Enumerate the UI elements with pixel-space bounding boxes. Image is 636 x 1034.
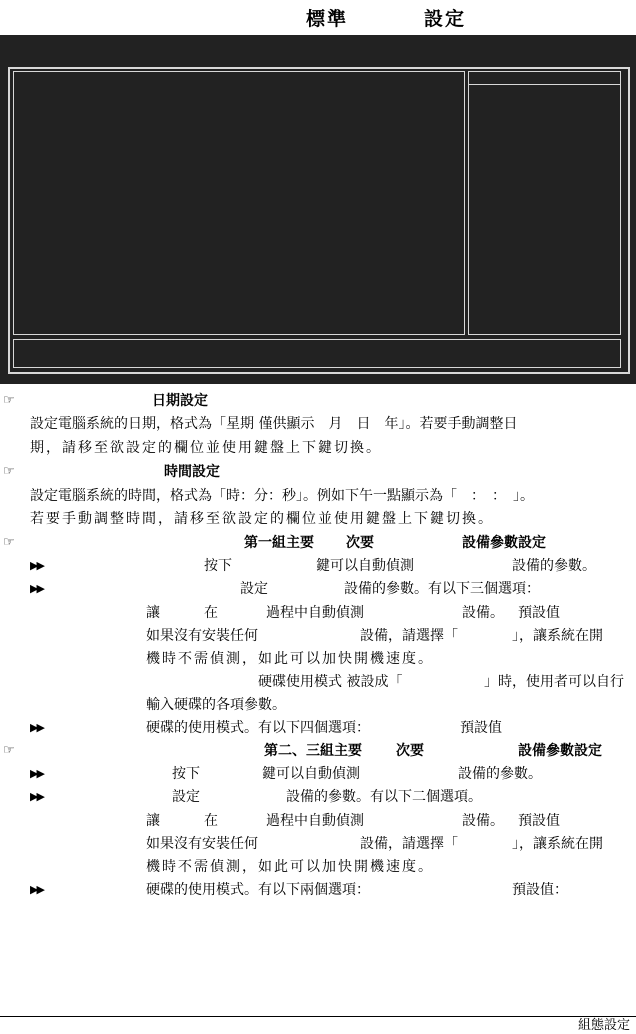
option-text: 設備，請選擇「	[360, 628, 458, 644]
item-text: 設備的參數。	[512, 558, 596, 574]
option-text: 輸入硬碟的各項參數。	[146, 697, 286, 713]
option-text: 設備。	[462, 813, 504, 829]
item-text: 設備的參數。	[458, 766, 542, 782]
section-heading-device-params: 設備參數設定	[462, 535, 546, 551]
footer-divider	[0, 1016, 636, 1017]
paragraph-line: 設定電腦系統的日期，格式為「星期 僅供顯示 月 日 年」。若要手動調整日	[30, 416, 518, 432]
title-part-standard: 標準	[306, 8, 349, 30]
double-arrow-icon: ▶▶	[30, 767, 43, 780]
bios-footer-panel	[13, 339, 621, 368]
page-title	[0, 0, 636, 34]
option-text: 讓	[146, 813, 160, 829]
item-text: 設定	[172, 789, 200, 805]
double-arrow-icon: ▶▶	[30, 559, 43, 572]
section-heading-slave: 次要	[346, 535, 374, 551]
item-text: 按下	[204, 558, 232, 574]
item-text: 設備的參數。有以下二個選項。	[286, 789, 482, 805]
item-text: 硬碟的使用模式。有以下四個選項：	[146, 720, 370, 736]
option-text: 過程中自動偵測	[266, 813, 364, 829]
item-text: 預設值：	[512, 882, 568, 898]
hand-pointer-icon: ☞	[3, 464, 15, 479]
option-text: 預設值	[518, 813, 560, 829]
section-heading-second-third-channel: 第二、三組主要	[264, 743, 362, 759]
option-text: 過程中自動偵測	[266, 605, 364, 621]
bios-help-panel	[468, 71, 621, 335]
item-text: 鍵可以自動偵測	[316, 558, 414, 574]
option-text: 」時，使用者可以自行	[484, 674, 624, 690]
item-text: 硬碟的使用模式。有以下兩個選項：	[146, 882, 370, 898]
option-text: 讓	[146, 605, 160, 621]
option-text: 」，讓系統在開	[512, 836, 603, 852]
option-text: 如果沒有安裝任何	[146, 628, 258, 644]
bios-help-divider	[469, 84, 620, 85]
hand-pointer-icon: ☞	[3, 535, 15, 550]
section-heading-device-params: 設備參數設定	[518, 743, 602, 759]
bios-screenshot	[0, 35, 636, 384]
hand-pointer-icon: ☞	[3, 393, 15, 408]
double-arrow-icon: ▶▶	[30, 721, 43, 734]
hand-pointer-icon: ☞	[3, 743, 15, 758]
option-text: 預設值	[518, 605, 560, 621]
option-text: 機時不需偵測，如此可以加快開機速度。	[146, 651, 434, 667]
item-text: 設備的參數。有以下三個選項：	[344, 581, 540, 597]
paragraph-line: 若要手動調整時間，請移至欲設定的欄位並使用鍵盤上下鍵切換。	[30, 511, 494, 527]
section-heading-date: 日期設定	[152, 393, 208, 409]
footer-chapter-label: 組態設定	[577, 1018, 630, 1033]
item-text: 鍵可以自動偵測	[262, 766, 360, 782]
paragraph-line: 期，請移至欲設定的欄位並使用鍵盤上下鍵切換。	[30, 440, 382, 456]
title-part-settings: 設定	[424, 8, 467, 30]
option-text: 在	[204, 605, 218, 621]
double-arrow-icon: ▶▶	[30, 790, 43, 803]
bios-main-panel	[13, 71, 465, 335]
option-text: 如果沒有安裝任何	[146, 836, 258, 852]
option-text: 硬碟使用模式 被設成「	[258, 674, 403, 690]
item-text: 預設值	[460, 720, 502, 736]
option-text: 在	[204, 813, 218, 829]
double-arrow-icon: ▶▶	[30, 883, 43, 896]
section-heading-slave: 次要	[396, 743, 424, 759]
item-text: 按下	[172, 766, 200, 782]
option-text: 設備，請選擇「	[360, 836, 458, 852]
section-heading-time: 時間設定	[164, 464, 220, 480]
bios-frame	[8, 67, 630, 374]
double-arrow-icon: ▶▶	[30, 582, 43, 595]
item-text: 設定	[240, 581, 268, 597]
option-text: 機時不需偵測，如此可以加快開機速度。	[146, 859, 434, 875]
option-text: 設備。	[462, 605, 504, 621]
section-heading-first-channel: 第一組主要	[244, 535, 314, 551]
paragraph-line: 設定電腦系統的時間，格式為「時：分：秒」。例如下午一點顯示為「 ： ： 」。	[30, 488, 534, 504]
option-text: 」，讓系統在開	[512, 628, 603, 644]
